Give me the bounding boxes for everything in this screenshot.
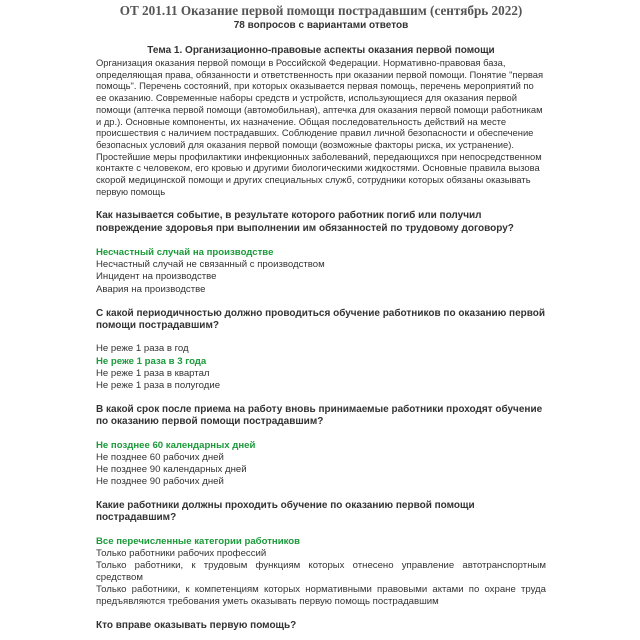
- answer-option-correct: Все перечисленные категории работников: [96, 535, 301, 547]
- question-text: Кто вправе оказывать первую помощь?: [96, 620, 297, 632]
- answer-option: Только работники, к компетенциям которых нормативными правовыми актами по охране труда предъявляются требования уметь оказывать первую помощь пострадавшим: [96, 584, 546, 608]
- question-text: В какой срок после приема на работу вновь принимаемые работники проходят обучение по оказанию первой помощи пострадавшим?: [96, 403, 543, 428]
- answer-list: [96, 247, 546, 295]
- answer-option: Не позднее 60 рабочих дней: [96, 451, 224, 463]
- answer-list: [96, 440, 546, 488]
- topic-title: Тема 1. Организационно-правовые аспекты оказания первой помощи: [147, 45, 495, 56]
- answer-option: Не позднее 90 календарных дней: [96, 463, 247, 475]
- answer-option: Только работники, к трудовым функциям которых отнесено управление автотранспортным средством: [96, 560, 546, 584]
- answer-option: Авария на производстве: [96, 283, 206, 295]
- answer-option: Не реже 1 раза в квартал: [96, 367, 210, 379]
- answer-list: [96, 343, 546, 391]
- question-text: Какие работники должны проходить обучение по оказанию первой помощи пострадавшим?: [96, 500, 475, 524]
- answer-option: Не реже 1 раза в полугодие: [96, 379, 221, 391]
- answer-option: Не позднее 90 рабочих дней: [96, 475, 224, 487]
- document-page: [96, 0, 546, 633]
- answer-option: Только работники рабочих профессий: [96, 547, 267, 559]
- question-text: Как называется событие, в результате которого работник погиб или получил повреждение здоровья при выполнении им обязанностей по трудовому договору?: [96, 210, 514, 234]
- answer-option-correct: Несчастный случай на производстве: [96, 247, 274, 259]
- answer-option-correct: Не реже 1 раза в 3 года: [96, 355, 207, 367]
- question-text: С какой периодичностью должно проводиться обучение работников по оказанию первой помощи пострадавшим?: [96, 307, 546, 332]
- answer-option-correct: Не позднее 60 календарных дней: [96, 439, 256, 451]
- document-subtitle: 78 вопросов с вариантами ответов: [233, 20, 409, 31]
- document-title: ОТ 201.11 Оказание первой помощи пострадавшим (сентябрь 2022): [119, 3, 523, 18]
- answer-list: [96, 536, 546, 609]
- topic-text: Организация оказания первой помощи в Российской Федерации. Нормативно-правовая база, определяющая права, обязанности и ответственность при оказании первой помощи. Понятие "первая помощь". Перечень состояний, при которых оказывается первая помощь, перечень мероприятий по ее оказанию. Современные наборы средств и устройств, использующиеся для оказания первой помощи (аптечка первой помощи (автомобильная), аптечка для оказания первой помощи работникам и др.). Основные компоненты, их назначение. Общая последовательность действий на месте происшествия с наличием пострадавших. Соблюдение правил личной безопасности и обеспечение безопасных условий для оказания первой помощи (возможные факторы риска, их устранение). Простейшие меры профилактики инфекционных заболеваний, передающихся при непосредственном контакте с человеком, его кровью и другими биологическими жидкостями. Основные правила вызова скорой медицинской помощи и других специальных служб, сотрудники которых обязаны оказывать первую помощь: [96, 57, 544, 197]
- answer-option: Несчастный случай не связанный с производством: [96, 259, 325, 271]
- answer-option: Не реже 1 раза в год: [96, 343, 189, 355]
- answer-option: Инцидент на производстве: [96, 271, 217, 283]
